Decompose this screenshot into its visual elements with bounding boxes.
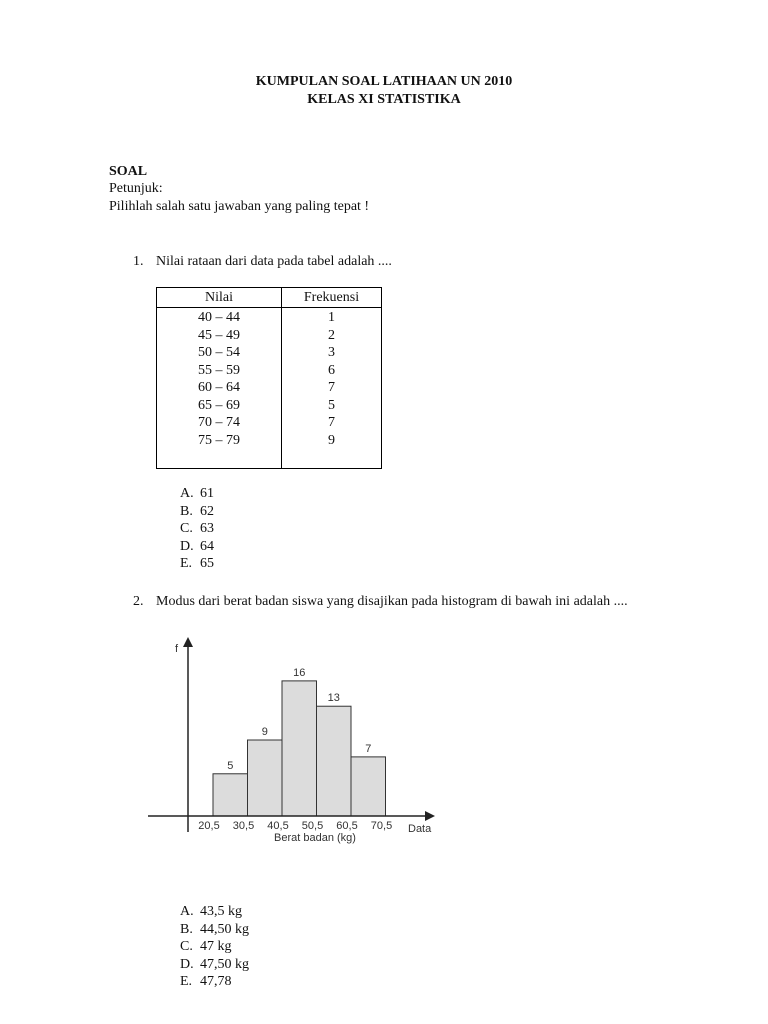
- table-cell: 60 – 64: [198, 380, 240, 395]
- choice-d[interactable]: D. 64: [180, 538, 214, 554]
- x-axis-label: Berat badan (kg): [274, 832, 356, 844]
- table-cell: 40 – 44: [198, 310, 240, 325]
- table-cell: 5: [328, 397, 335, 413]
- question-2-choices: [180, 903, 249, 991]
- x-tick-label: 70,5: [370, 820, 393, 832]
- table-cell: 2: [328, 327, 335, 343]
- table-cell: 70 – 74: [198, 415, 240, 430]
- choice-d[interactable]: D. 47,50 kg: [180, 956, 249, 972]
- frekuensi-column: [282, 308, 382, 469]
- x-tick-label: 50,5: [301, 820, 324, 832]
- choice-c[interactable]: C. 47 kg: [180, 939, 232, 954]
- table-cell: 3: [328, 345, 335, 360]
- table-cell: 1: [328, 310, 335, 325]
- document-title-line1: KUMPULAN SOAL LATIHAAN UN 2010: [255, 74, 513, 89]
- nilai-column: [157, 308, 282, 469]
- question-2-text: Modus dari berat badan siswa yang disajikan pada histogram di bawah ini adalah ....: [156, 594, 628, 609]
- table-header-nilai: Nilai: [157, 288, 282, 308]
- table-cell: 45 – 49: [198, 327, 240, 343]
- choice-e[interactable]: E. 47,78: [180, 974, 232, 989]
- choice-a[interactable]: A. 61: [180, 486, 214, 501]
- hint-text: Pilihlah salah satu jawaban yang paling tepat !: [109, 199, 370, 214]
- table-cell: 7: [328, 415, 335, 430]
- x-tick-label: 20,5: [198, 820, 220, 832]
- choice-b[interactable]: B. 62: [180, 503, 214, 519]
- bar-value-label: 9: [261, 726, 268, 738]
- x-tick-label: 60,5: [336, 820, 358, 832]
- choice-a[interactable]: A. 43,5 kg: [180, 904, 242, 919]
- frequency-table: [156, 287, 382, 469]
- bar-value-label: 13: [327, 692, 340, 705]
- question-1-choices: [180, 485, 214, 573]
- histogram-bar: [282, 681, 317, 816]
- bar-value-label: 16: [293, 666, 306, 679]
- histogram-bar: [351, 757, 386, 816]
- histogram-bar: [213, 774, 248, 816]
- hint-label: Petunjuk:: [109, 181, 163, 196]
- histogram-chart: [140, 630, 440, 850]
- question-2-number: 2.: [133, 594, 144, 609]
- bar-value-label: 5: [227, 759, 234, 772]
- question-1-number: 1.: [133, 254, 144, 269]
- table-cell: 65 – 69: [198, 397, 240, 413]
- y-axis-label: f: [175, 643, 179, 655]
- table-cell: 9: [328, 432, 335, 448]
- table-cell: 55 – 59: [198, 362, 240, 378]
- choice-b[interactable]: B. 44,50 kg: [180, 921, 249, 937]
- x-tick-label: 30,5: [232, 820, 255, 832]
- choice-e[interactable]: E. 65: [180, 556, 214, 571]
- histogram-bar: [317, 706, 352, 816]
- table-cell: 75 – 79: [198, 432, 240, 448]
- table-cell: 50 – 54: [198, 345, 240, 360]
- question-1-text: Nilai rataan dari data pada tabel adalah ....: [156, 254, 392, 269]
- x-axis-end-label: Data: [408, 823, 432, 835]
- x-tick-label: 40,5: [267, 820, 289, 832]
- histogram-bar: [248, 740, 283, 816]
- section-label: SOAL: [109, 164, 148, 179]
- table-header-frekuensi: Frekuensi: [282, 288, 382, 308]
- bar-value-label: 7: [365, 742, 372, 755]
- table-cell: 6: [328, 362, 335, 378]
- table-cell: 7: [328, 380, 335, 395]
- document-title-line2: KELAS XI STATISTIKA: [307, 92, 461, 107]
- choice-c[interactable]: C. 63: [180, 521, 214, 536]
